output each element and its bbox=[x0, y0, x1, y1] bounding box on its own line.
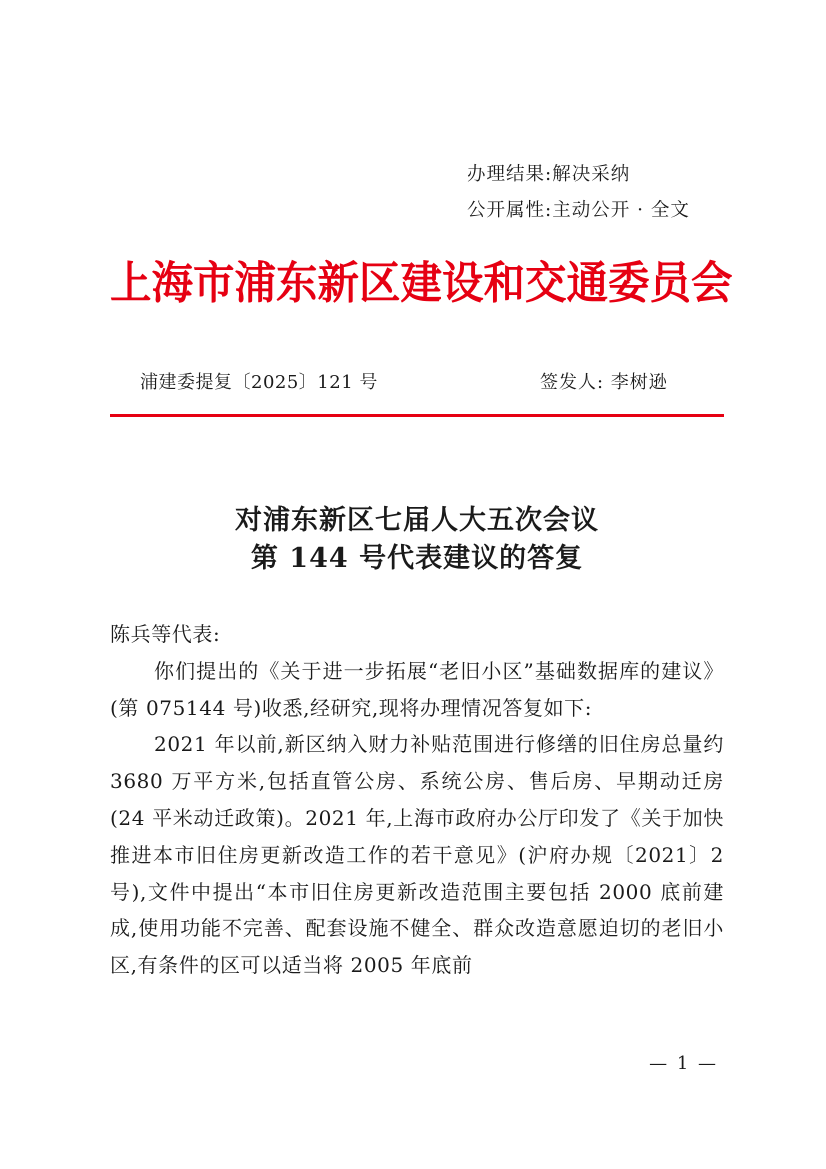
document-number: 浦建委提复〔2025〕121 号 bbox=[140, 372, 378, 393]
public-attribute: 公开属性:主动公开 · 全文 bbox=[467, 200, 690, 221]
red-separator-line bbox=[110, 414, 724, 417]
body-paragraph: 2021 年以前,新区纳入财力补贴范围进行修缮的旧住房总量约 3680 万平方米,包括直管公房、系统公房、售后房、早期动迁房(24 平米动迁政策)。2021 年,上海市政府办公厅印发了《关于加快推进本市旧住房更新改造工作的若干意见》(沪府办规〔2021〕2 号),文件中提出“本市旧住房更新改造范围主要包括 2000 底前建成,使用功能不完善、配套设施不健全、群众改造意愿迫切的老旧小区,有条件的区可以适当将 2005 年底前 bbox=[110, 732, 724, 978]
document-title-line-2: 第 144 号代表建议的答复 bbox=[250, 543, 584, 574]
organization-header-title: 上海市浦东新区建设和交通委员会 bbox=[110, 256, 733, 309]
document-body bbox=[110, 616, 724, 984]
page-number: — 1 — bbox=[649, 1053, 718, 1074]
body-paragraph: 你们提出的《关于进一步拓展“老旧小区”基础数据库的建议》(第 075144 号)收悉,经研究,现将办理情况答复如下: bbox=[110, 658, 724, 720]
document-title-line-1: 对浦东新区七届人大五次会议 bbox=[235, 505, 599, 536]
handling-result: 办理结果:解决采纳 bbox=[467, 164, 631, 185]
signer: 签发人: 李树逊 bbox=[540, 372, 668, 393]
salutation: 陈兵等代表: bbox=[110, 622, 221, 646]
